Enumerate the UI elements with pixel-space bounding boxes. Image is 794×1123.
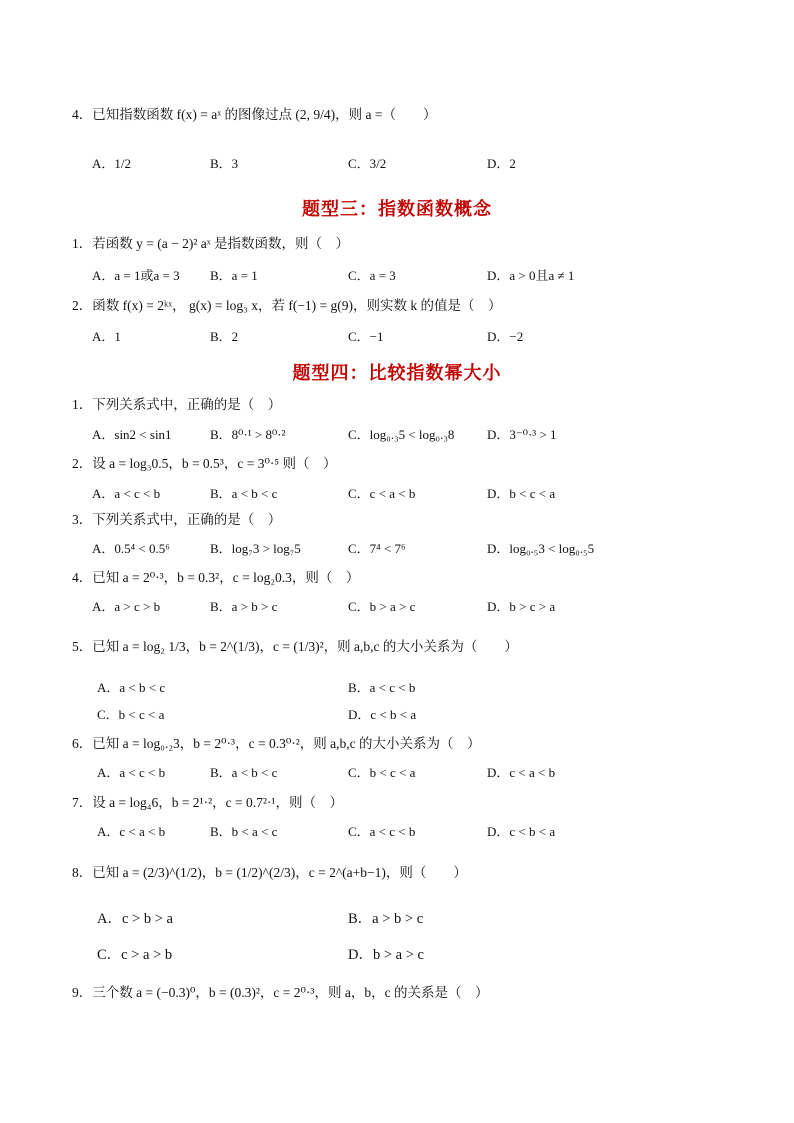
option-d: D．log₀.₅3 < log₀.₅5	[487, 541, 595, 556]
option-c: C．b > a > c	[348, 599, 416, 614]
question-stem: 2．设 a = log₃0.5，b = 0.5³，c = 3⁰·⁵ 则（ ）	[72, 456, 337, 471]
option-a: A．1/2	[92, 156, 132, 171]
option-a: A．a > c > b	[92, 599, 161, 614]
option-b: B．a < b < c	[210, 486, 278, 501]
option-b: B．b < a < c	[210, 824, 278, 839]
option-c: C．log₀.₃5 < log₀.₃8	[348, 427, 455, 442]
option-d: D．a > 0且a ≠ 1	[487, 268, 575, 283]
option-d: D．c < b < a	[348, 707, 417, 722]
option-b: B．2	[210, 329, 239, 344]
option-a: A．sin2 < sin1	[92, 427, 172, 442]
option-d: D．b > c > a	[487, 599, 556, 614]
option-b: B．a = 1	[210, 268, 258, 283]
option-c: C．a = 3	[348, 268, 396, 283]
option-b: B．a < c < b	[348, 680, 416, 695]
option-c: C．b < c < a	[97, 707, 165, 722]
question-stem: 4．已知指数函数 f(x) = aˣ 的图像过点 (2, 9/4)，则 a =（ ）	[72, 107, 437, 122]
option-c: C．−1	[348, 329, 384, 344]
option-b: B．3	[210, 156, 239, 171]
option-c: C．c > a > b	[97, 947, 173, 963]
option-c: C．3/2	[348, 156, 387, 171]
option-d: D．b < c < a	[487, 486, 556, 501]
option-a: A．a = 1或a = 3	[92, 268, 180, 283]
question-stem: 9．三个数 a = (−0.3)⁰，b = (0.3)²，c = 2⁰·³，则 a，b，c 的关系是（ ）	[72, 985, 489, 1000]
question-stem: 8．已知 a = (2/3)^(1/2)，b = (1/2)^(2/3)，c = 2^(a+b−1)，则（ ）	[72, 865, 467, 880]
question-stem: 1．若函数 y = (a − 2)² aˣ 是指数函数，则（ ）	[72, 236, 350, 251]
option-b: B．8⁰·¹ > 8⁰·²	[210, 427, 286, 442]
option-a: A．a < b < c	[97, 680, 166, 695]
question-stem: 4．已知 a = 2⁰·³，b = 0.3²，c = log₂0.3，则（ ）	[72, 570, 360, 585]
option-d: D．c < b < a	[487, 824, 556, 839]
question-stem: 7．设 a = log₄6，b = 2¹·²，c = 0.7²·¹，则（ ）	[72, 795, 343, 810]
option-a: A．1	[92, 329, 121, 344]
option-a: A．0.5⁴ < 0.5⁶	[92, 541, 170, 556]
option-a: A．a < c < b	[92, 486, 161, 501]
option-c: C．c < a < b	[348, 486, 416, 501]
question-stem: 3．下列关系式中，正确的是（ ）	[72, 512, 282, 527]
question-stem: 1．下列关系式中，正确的是（ ）	[72, 397, 282, 412]
option-d: D．b > a > c	[348, 947, 424, 963]
question-stem: 2．函数 f(x) = 2ᵏˣ， g(x) = log₃ x，若 f(−1) = g(9)，则实数 k 的值是（ ）	[72, 298, 502, 313]
option-d: D．2	[487, 156, 516, 171]
section-heading: 题型四：比较指数幂大小	[292, 363, 502, 384]
option-c: C．7⁴ < 7⁶	[348, 541, 406, 556]
option-d: D．c < a < b	[487, 765, 556, 780]
question-stem: 6．已知 a = log₀.₂3，b = 2⁰·³，c = 0.3⁰·²，则 a,b,c 的大小关系为（ ）	[72, 736, 481, 751]
option-a: A．c < a < b	[97, 824, 166, 839]
option-b: B．a > b > c	[348, 911, 424, 927]
option-a: A．a < c < b	[97, 765, 166, 780]
option-b: B．a < b < c	[210, 765, 278, 780]
option-c: C．a < c < b	[348, 824, 416, 839]
option-d: D．−2	[487, 329, 524, 344]
option-b: B．log₇3 > log₇5	[210, 541, 301, 556]
section-heading: 题型三：指数函数概念	[302, 199, 492, 220]
option-a: A．c > b > a	[97, 911, 173, 927]
question-stem: 5．已知 a = log₂ 1/3，b = 2^(1/3)，c = (1/3)²，则 a,b,c 的大小关系为（ ）	[72, 639, 518, 654]
option-d: D．3⁻⁰·³ > 1	[487, 427, 557, 442]
option-c: C．b < c < a	[348, 765, 416, 780]
option-b: B．a > b > c	[210, 599, 278, 614]
